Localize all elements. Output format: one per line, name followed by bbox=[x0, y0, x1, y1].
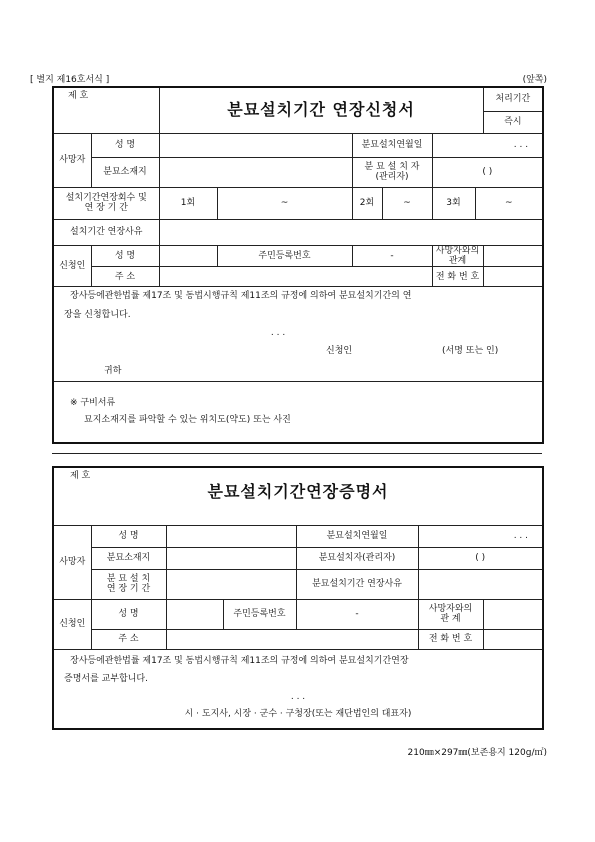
cert-phone-label: 전 화 번 호 bbox=[418, 629, 483, 649]
round2-period[interactable]: ~ bbox=[382, 187, 432, 219]
deceased-name-label: 성 명 bbox=[91, 133, 159, 157]
extension-count-label: 설치기간연장회수 및 연 장 기 간 bbox=[53, 187, 159, 219]
cert-installer-label: 분묘설치자(관리자) bbox=[296, 547, 418, 569]
certificate-no-label: 제 호 bbox=[70, 471, 91, 481]
cert-phone-field[interactable] bbox=[483, 629, 543, 649]
cert-grave-location-label: 분묘소재지 bbox=[91, 547, 166, 569]
applicant-address-label: 주 소 bbox=[91, 267, 159, 287]
required-docs bbox=[53, 381, 543, 443]
resident-no-field[interactable]: - bbox=[352, 245, 432, 267]
form-id: [ 별지 제16호서식 ] bbox=[30, 75, 110, 85]
phone-field[interactable] bbox=[483, 267, 543, 287]
extension-reason-field[interactable] bbox=[159, 219, 543, 245]
grave-location-field[interactable] bbox=[159, 157, 352, 187]
applicant-label: 신청인 bbox=[53, 245, 91, 287]
application-no-label: 제 호 bbox=[53, 87, 159, 133]
certificate-title: 분묘설치기간연장증명서 bbox=[207, 482, 389, 502]
cert-address-field[interactable] bbox=[166, 629, 418, 649]
docs-title: ※ 구비서류 bbox=[70, 398, 116, 409]
application-date: . . . bbox=[270, 327, 286, 338]
round1-period[interactable]: ~ bbox=[217, 187, 352, 219]
cert-deceased-label: 사망자 bbox=[53, 525, 91, 599]
deceased-name-field[interactable] bbox=[159, 133, 352, 157]
cert-relation-label: 사망자와의 관 계 bbox=[418, 599, 483, 629]
installer-field[interactable]: ( ) bbox=[432, 157, 543, 187]
round3-label: 3회 bbox=[432, 187, 475, 219]
cert-resident-no-field[interactable]: - bbox=[296, 599, 418, 629]
application-statement: 장사등에관한법률 제17조 및 동법시행규칙 제11조의 규정에 의하여 분묘설치기간의 연 장을 신청합니다. . . . 신청인 (서명 또는 인) 귀하 bbox=[53, 287, 543, 381]
cert-address-label: 주 소 bbox=[91, 629, 166, 649]
paper-spec: 210㎜×297㎜(보존용지 120g/㎡) bbox=[407, 748, 547, 758]
certificate-issuer: 시 · 도지사, 시장 · 군수 · 구청장(또는 재단법인의 대표자) bbox=[184, 708, 412, 719]
cert-relation-field[interactable] bbox=[483, 599, 543, 629]
phone-label: 전 화 번 호 bbox=[432, 267, 483, 287]
cert-grave-date-label: 분묘설치연월일 bbox=[296, 525, 418, 547]
addressee: 귀하 bbox=[104, 366, 122, 377]
relation-label: 사망자와의 관계 bbox=[432, 245, 483, 267]
cert-applicant-name-label: 성 명 bbox=[91, 599, 166, 629]
cert-grave-location-field[interactable] bbox=[166, 547, 296, 569]
grave-date-field[interactable]: . . . bbox=[432, 133, 543, 157]
processing-label: 처리기간 bbox=[483, 87, 543, 111]
cert-period-label: 분 묘 설 치 연 장 기 간 bbox=[91, 569, 166, 599]
application-title: 분묘설치기간 연장신청서 bbox=[159, 87, 483, 133]
cert-reason-field[interactable] bbox=[418, 569, 543, 599]
certificate-header bbox=[53, 467, 543, 525]
grave-location-label: 분묘소재지 bbox=[91, 157, 159, 187]
round2-label: 2회 bbox=[352, 187, 382, 219]
applicant-name-field[interactable] bbox=[159, 245, 217, 267]
cert-applicant-label: 신청인 bbox=[53, 599, 91, 649]
deceased-label: 사망자 bbox=[53, 133, 91, 187]
certificate-statement: 장사등에관한법률 제17조 및 동법시행규칙 제11조의 규정에 의하여 분묘설치기간연장 증명서를 교부합니다. . . . 시 · 도지사, 시장 · 군수 · 구청장(또는 재단법인의 대표자) bbox=[53, 649, 543, 729]
cert-name-field[interactable] bbox=[166, 525, 296, 547]
cert-resident-no-label: 주민등록번호 bbox=[223, 599, 296, 629]
cert-applicant-name-field[interactable] bbox=[166, 599, 223, 629]
relation-field[interactable] bbox=[483, 245, 543, 267]
cert-name-label: 성 명 bbox=[91, 525, 166, 547]
applicant-name-label: 성 명 bbox=[91, 245, 159, 267]
application-form bbox=[52, 86, 544, 444]
cert-grave-date-field[interactable]: . . . bbox=[418, 525, 543, 547]
round3-period[interactable]: ~ bbox=[475, 187, 543, 219]
sign-note: (서명 또는 인) bbox=[442, 346, 499, 357]
cut-line bbox=[52, 453, 542, 454]
page-side: (앞쪽) bbox=[522, 75, 547, 85]
resident-no-label: 주민등록번호 bbox=[217, 245, 352, 267]
cert-reason-label: 분묘설치기간 연장사유 bbox=[296, 569, 418, 599]
cert-period-field[interactable] bbox=[166, 569, 296, 599]
cert-installer-field[interactable]: ( ) bbox=[418, 547, 543, 569]
certificate-date: . . . bbox=[290, 692, 306, 703]
certificate-form bbox=[52, 466, 544, 730]
processing-value: 즉시 bbox=[483, 111, 543, 133]
docs-item: 묘지소재지를 파악할 수 있는 위치도(약도) 또는 사진 bbox=[84, 414, 291, 425]
applicant-sign-label: 신청인 bbox=[326, 346, 353, 357]
grave-date-label: 분묘설치연월일 bbox=[352, 133, 432, 157]
applicant-address-field[interactable] bbox=[159, 267, 432, 287]
round1-label: 1회 bbox=[159, 187, 217, 219]
extension-reason-label: 설치기간 연장사유 bbox=[53, 219, 159, 245]
installer-label: 분 묘 설 치 자 (관리자) bbox=[352, 157, 432, 187]
